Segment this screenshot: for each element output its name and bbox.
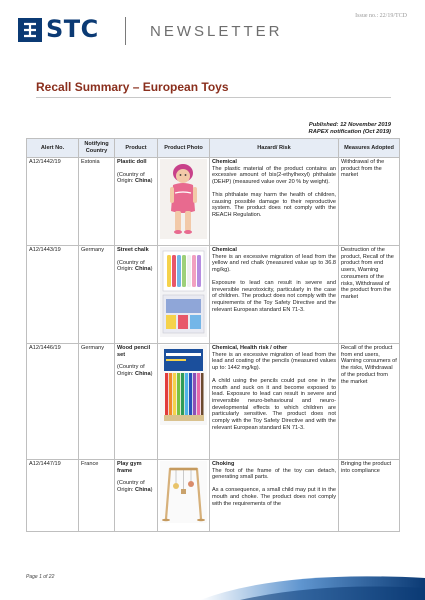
notifying-country: France xyxy=(79,460,115,532)
notifying-country: Germany xyxy=(79,344,115,460)
gym-photo xyxy=(160,461,207,523)
product-cell xyxy=(115,344,158,460)
header-alert-no: Alert No. xyxy=(27,139,79,158)
hazard-type: Chemical, Health risk / other xyxy=(212,345,288,351)
hazard-risk-text: A child using the pencils could put one in the mouth and suck on it and become exposed to lead. Exposure to lead can result in severe and irreversible neuro-behavioural and neuro-developmental effects to which children are particularly sensitive. The product does not comply with the Toy Safety Directive and with the relevant European standard EN 71-3. xyxy=(212,377,336,431)
stc-mark-icon xyxy=(18,18,42,42)
hazard-risk-text: This phthalate may harm the health of children, causing possible damage to their reproductive system. The product does not comply with the REACH Regulation. xyxy=(212,191,336,218)
origin-close: ) xyxy=(150,178,153,185)
origin-value: China xyxy=(135,371,151,378)
page-number: Page 1 of 22 xyxy=(26,574,55,580)
product-photo-cell xyxy=(158,460,210,532)
alert-number: A12/1443/19 xyxy=(27,246,79,344)
product-cell xyxy=(115,158,158,246)
table-row xyxy=(27,158,400,246)
hazard-type: Chemical xyxy=(212,247,237,253)
origin-label: (Country of Origin: xyxy=(117,480,145,494)
table-row xyxy=(27,246,400,344)
alert-number: A12/1446/19 xyxy=(27,344,79,460)
origin-value: China xyxy=(135,487,151,494)
stc-logo-text: STC xyxy=(46,15,99,43)
newsletter-header xyxy=(0,0,425,60)
issue-number: Issue no.: 22/19/TCD xyxy=(355,13,407,19)
hazard-type: Chemical xyxy=(212,159,237,165)
published-date: Published: 12 November 2019 xyxy=(308,122,391,128)
product-photo-cell xyxy=(158,158,210,246)
product-photo-cell xyxy=(158,344,210,460)
hazard-type: Choking xyxy=(212,461,235,467)
publication-info xyxy=(309,122,391,136)
hazard-cell xyxy=(210,246,339,344)
title-rule xyxy=(36,97,391,98)
product-name: Plastic doll xyxy=(117,159,147,165)
origin-close: ) xyxy=(150,371,153,378)
origin-value: China xyxy=(135,266,151,273)
stc-logo-mark xyxy=(18,18,42,42)
rapex-notification: RAPEX notification (Oct 2019) xyxy=(308,129,391,135)
footer-url[interactable]: www.stc.group xyxy=(323,564,395,575)
recall-table xyxy=(26,138,400,532)
stc-logo xyxy=(18,15,108,45)
measures-adopted: Bringing the product into compliance xyxy=(339,460,400,532)
product-name: Street chalk xyxy=(117,247,149,253)
hazard-description: There is an excessive migration of lead from the lead and coating of the pencils (measured values up to: 1442 mg/kg). xyxy=(212,351,336,372)
page-title: Recall Summary – European Toys xyxy=(36,80,229,94)
measures-adopted: Recall of the product from end users, Warning consumers of the risks, Withdrawal of the product from the market xyxy=(339,344,400,460)
header-measures-adopted: Measures Adopted xyxy=(339,139,400,158)
header-hazard-risk: Hazard/ Risk xyxy=(210,139,339,158)
origin-label: (Country of Origin: xyxy=(117,364,145,378)
origin-close: ) xyxy=(150,266,153,273)
country-of-origin xyxy=(117,260,155,273)
header-product: Product xyxy=(115,139,158,158)
pencil-photo xyxy=(160,345,207,425)
origin-close: ) xyxy=(150,487,153,494)
hazard-risk-text: Exposure to lead can result in severe and irreversible neurotoxicity, particularly in the case of children. The product does not comply with the requirements of the Toy Safety Directive and the relevant European standard EN 71-3. xyxy=(212,279,336,313)
hazard-description: The plastic material of the product contains an excessive amount of bis(2-ethylhexyl) phthalate (DEHP) (measured value over 20 % by weight). xyxy=(212,165,336,186)
product-name: Wood pencil set xyxy=(117,345,151,358)
origin-label: (Country of Origin: xyxy=(117,259,145,273)
header-product-photo: Product Photo xyxy=(158,139,210,158)
country-of-origin xyxy=(117,172,155,185)
origin-label: (Country of Origin: xyxy=(117,171,145,185)
table-header-row xyxy=(27,139,400,158)
header-divider xyxy=(125,17,126,45)
hazard-risk-text: As a consequence, a small child may put it in the mouth and choke. The product does not comply with the requirements of the xyxy=(212,487,336,507)
doll-photo xyxy=(160,159,207,239)
notifying-country: Estonia xyxy=(79,158,115,246)
measures-adopted: Destruction of the product, Recall of the product from end users, Warning consumers of the risks, Withdrawal of the product from the market xyxy=(339,246,400,344)
product-cell xyxy=(115,460,158,532)
origin-value: China xyxy=(135,178,151,185)
alert-number: A12/1442/19 xyxy=(27,158,79,246)
alert-number: A12/1447/19 xyxy=(27,460,79,532)
table-row xyxy=(27,344,400,460)
table-row xyxy=(27,460,400,532)
measures-adopted: Withdrawal of the product from the market xyxy=(339,158,400,246)
hazard-cell xyxy=(210,460,339,532)
notifying-country: Germany xyxy=(79,246,115,344)
product-photo-cell xyxy=(158,246,210,344)
hazard-cell xyxy=(210,344,339,460)
country-of-origin xyxy=(117,364,155,377)
product-cell xyxy=(115,246,158,344)
hazard-description: There is an excessive migration of lead from the yellow and red chalk (measured value up to 36.8 mg/kg). xyxy=(212,253,336,274)
hazard-description: The foot of the frame of the toy can detach, generating small parts. xyxy=(212,467,336,481)
newsletter-label: NEWSLETTER xyxy=(150,23,283,40)
header-notifying-country: Notifying Country xyxy=(79,139,115,158)
chalk-photo xyxy=(160,247,207,337)
hazard-cell xyxy=(210,158,339,246)
product-name: Play gym frame xyxy=(117,461,142,474)
country-of-origin xyxy=(117,480,155,493)
